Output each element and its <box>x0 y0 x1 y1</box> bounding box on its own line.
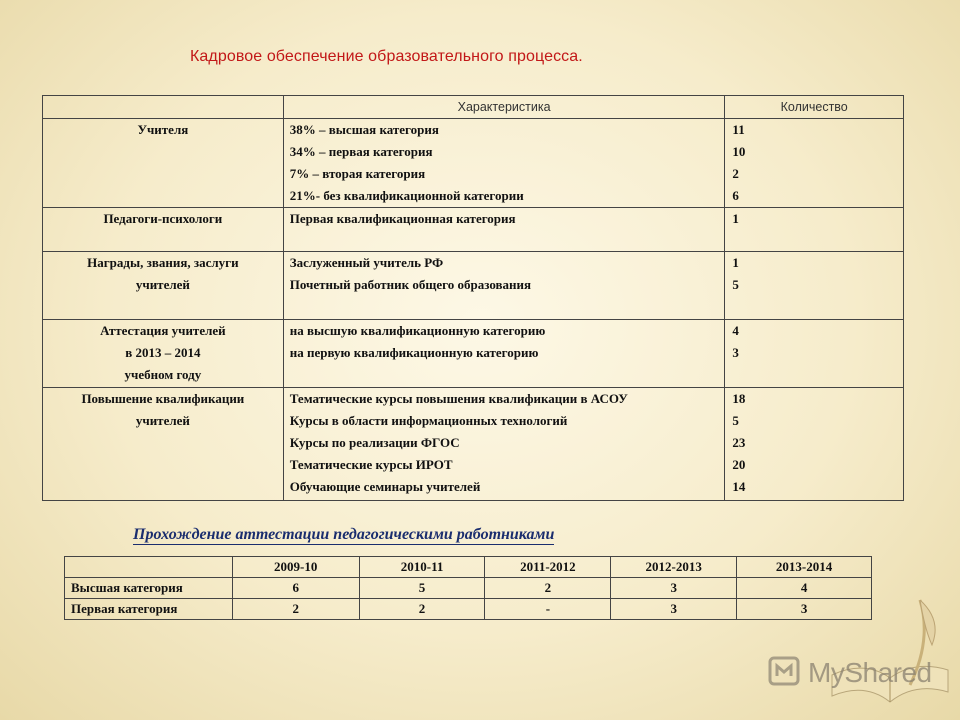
row-category: Учителя <box>43 119 284 208</box>
row-counts: 4 3 <box>725 320 904 388</box>
attestation-value: 4 <box>737 578 872 599</box>
row-category: Аттестация учителей в 2013 – 2014 учебном году <box>43 320 284 388</box>
row-items: Заслуженный учитель РФ Почетный работник общего образования <box>283 252 725 320</box>
row-counts: 18 5 23 20 14 <box>725 388 904 501</box>
attestation-corner <box>65 557 233 578</box>
row-counts: 11 10 2 6 <box>725 119 904 208</box>
year-header: 2013-2014 <box>737 557 872 578</box>
attestation-header-row <box>65 557 872 578</box>
row-items: на высшую квалификационную категорию на первую квалификационную категорию <box>283 320 725 388</box>
attestation-row-label: Первая категория <box>65 599 233 620</box>
table-row <box>43 320 904 388</box>
header-category <box>43 96 284 119</box>
attestation-value: - <box>485 599 611 620</box>
attestation-value: 2 <box>232 599 359 620</box>
open-book-icon <box>820 590 955 715</box>
year-header: 2012-2013 <box>611 557 737 578</box>
year-header: 2010-11 <box>359 557 485 578</box>
year-header: 2011-2012 <box>485 557 611 578</box>
attestation-row <box>65 599 872 620</box>
myshared-watermark: MyShared <box>808 657 932 688</box>
attestation-row <box>65 578 872 599</box>
slide-title: Кадровое обеспечение образовательного процесса. <box>190 48 583 65</box>
attestation-value: 2 <box>359 599 485 620</box>
row-counts: 1 <box>725 208 904 252</box>
attestation-subtitle: Прохождение аттестации педагогическими работниками <box>133 526 555 543</box>
attestation-value: 3 <box>611 578 737 599</box>
row-items: 38% – высшая категория 34% – первая категория 7% – вторая категория 21%- без квалификационной категории <box>283 119 725 208</box>
attestation-value: 3 <box>611 599 737 620</box>
table-row <box>43 388 904 501</box>
header-quantity: Количество <box>725 96 904 119</box>
row-counts: 1 5 <box>725 252 904 320</box>
attestation-row-label: Высшая категория <box>65 578 233 599</box>
attestation-value: 5 <box>359 578 485 599</box>
attestation-value: 2 <box>485 578 611 599</box>
table-row <box>43 119 904 208</box>
row-category: Педагоги-психологи <box>43 208 284 252</box>
staffing-table <box>42 95 904 501</box>
table-header-row <box>43 96 904 119</box>
attestation-table <box>64 556 872 620</box>
row-category: Повышение квалификации учителей <box>43 388 284 501</box>
table-row <box>43 252 904 320</box>
row-items: Первая квалификационная категория <box>283 208 725 252</box>
header-characteristic: Характеристика <box>283 96 725 119</box>
attestation-value: 3 <box>737 599 872 620</box>
row-items: Тематические курсы повышения квалификации в АСОУ Курсы в области информационных технологий Курсы по реализации ФГОС Тематические курсы ИРОТ Обучающие семинары учителей <box>283 388 725 501</box>
row-category: Награды, звания, заслуги учителей <box>43 252 284 320</box>
attestation-value: 6 <box>232 578 359 599</box>
year-header: 2009-10 <box>232 557 359 578</box>
myshared-logo-icon <box>768 654 804 688</box>
table-row <box>43 208 904 252</box>
